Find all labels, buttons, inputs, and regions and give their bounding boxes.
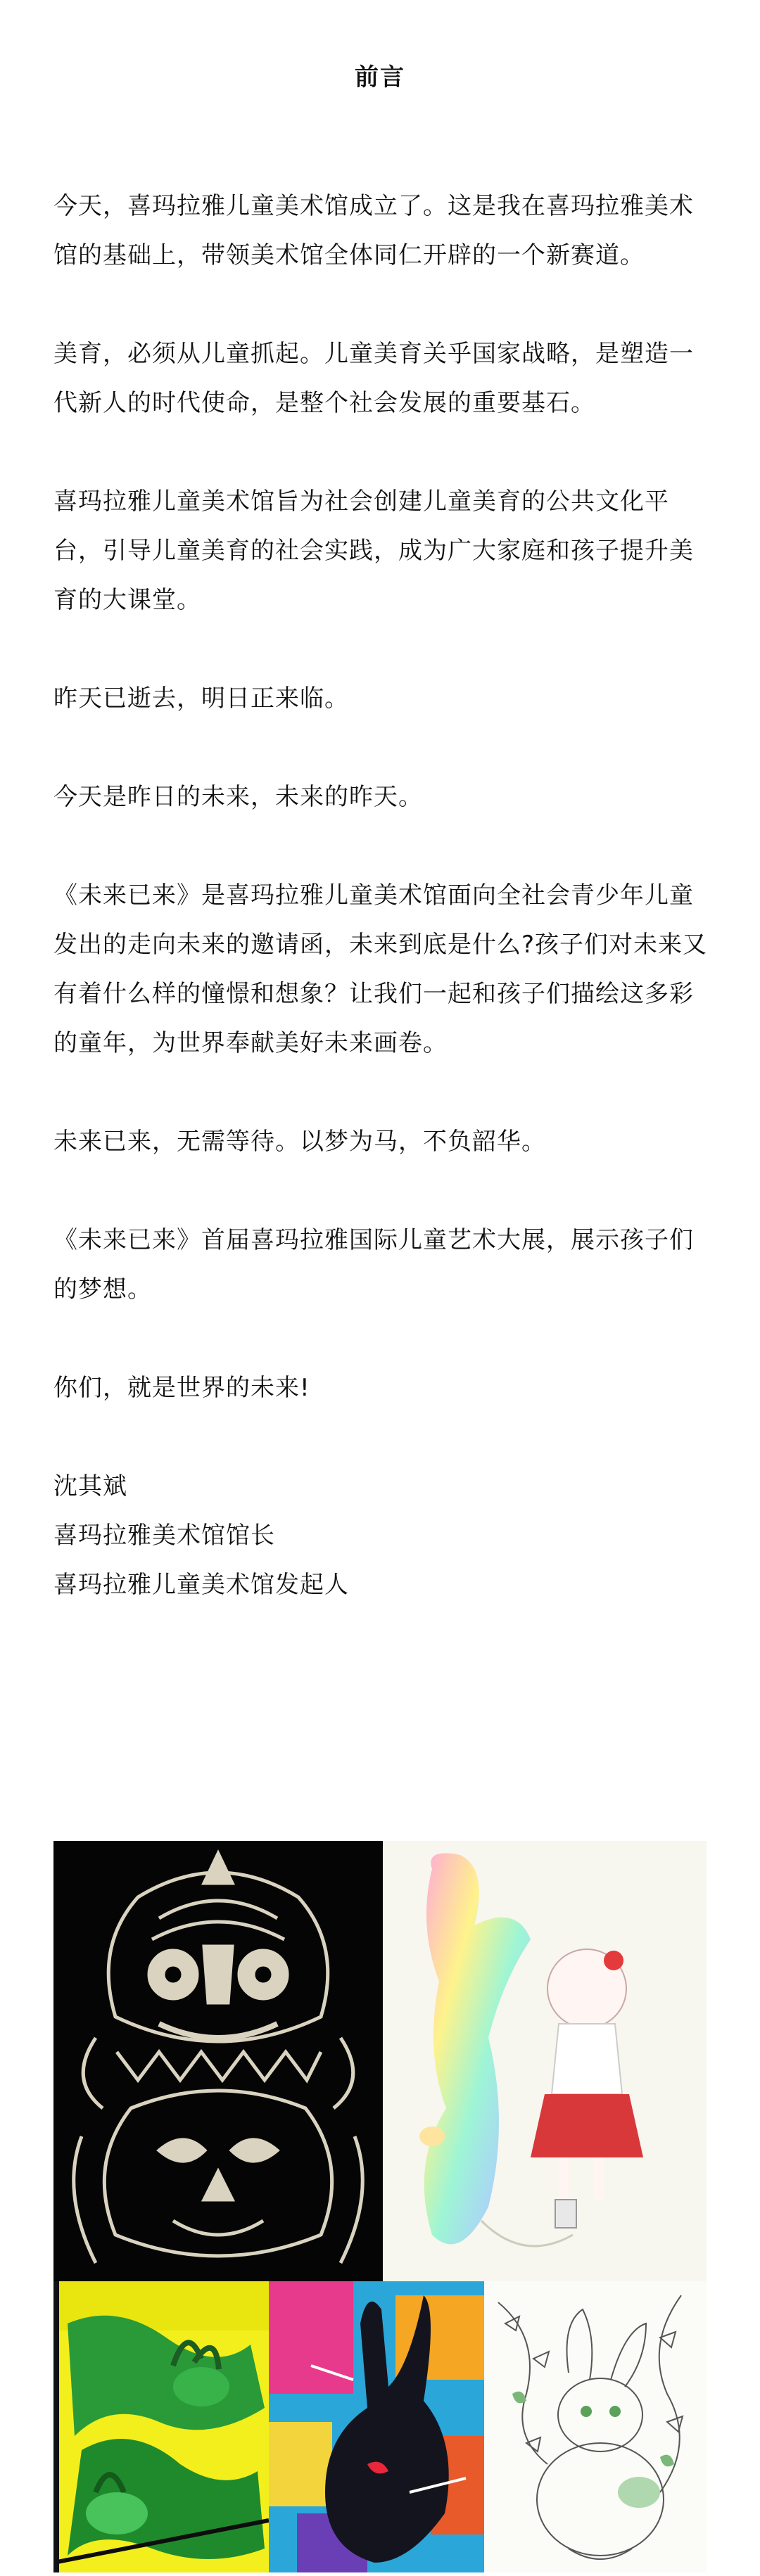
paragraph: 未来已来，无需等待。以梦为马，不负韶华。 [53, 1128, 546, 1156]
paragraph: 《未来已来》首届喜玛拉雅国际儿童艺术大展，展示孩子们的梦想。 [53, 1226, 694, 1303]
paragraph: 美育，必须从儿童抓起。儿童美育关乎国家战略，是塑造一代新人的时代使命，是整个社会发展的重要基石。 [53, 340, 694, 417]
paragraph: 你们，就是世界的未来! [53, 1374, 310, 1402]
artwork-gallery [53, 1841, 707, 2572]
sketched-rabbit-artwork [484, 2281, 707, 2572]
paragraph: 昨天已逝去，明日正来临。 [53, 684, 349, 713]
lion-tiger-totem-artwork [53, 1841, 383, 2281]
paragraph: 今天是昨日的未来，未来的昨天。 [53, 783, 423, 811]
signature-title: 喜玛拉雅儿童美术馆发起人 [53, 1571, 349, 1599]
paragraph: 今天，喜玛拉雅儿童美术馆成立了。这是我在喜玛拉雅美术馆的基础上，带领美术馆全体同仁开辟的一个新赛道。 [53, 192, 694, 269]
paragraph: 《未来已来》是喜玛拉雅儿童美术馆面向全社会青少年儿童发出的走向未来的邀请函，未来到底是什么?孩子们对未来又有着什么样的憧憬和想象？让我们一起和孩子们描绘这多彩的童年，为世界奉献美好未来画卷。 [53, 881, 708, 1057]
paragraph: 喜玛拉雅儿童美术馆旨为社会创建儿童美育的公共文化平台，引导儿童美育的社会实践，成为广大家庭和孩子提升美育的大课堂。 [53, 487, 694, 614]
signature-title: 喜玛拉雅美术馆馆长 [53, 1522, 275, 1550]
green-yellow-rabbits-artwork [53, 2281, 269, 2572]
rainbow-rabbit-girl-artwork [383, 1841, 707, 2281]
dark-rabbit-colorful-artwork [269, 2281, 484, 2572]
signature-name: 沈其斌 [53, 1472, 127, 1500]
article-body [53, 181, 708, 1609]
page-title: 前言 [355, 63, 405, 91]
